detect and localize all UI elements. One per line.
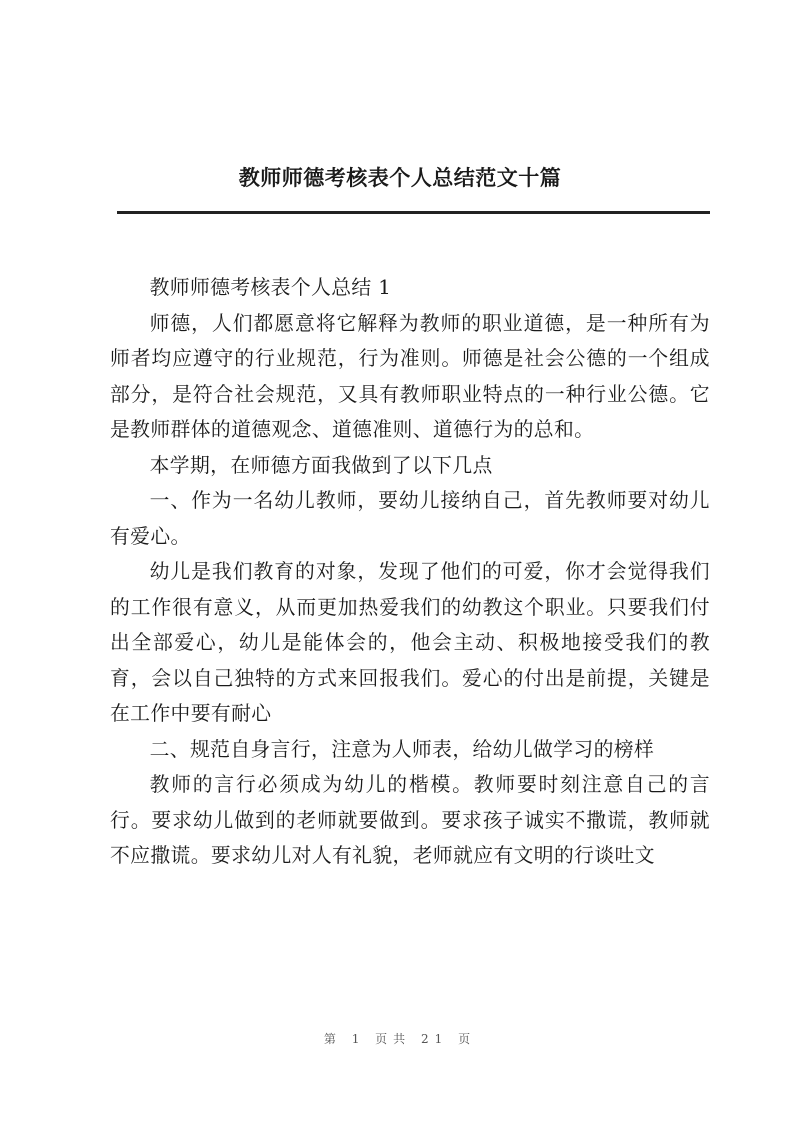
body-paragraph: 二、规范自身言行，注意为人师表，给幼儿做学习的榜样 bbox=[149, 737, 655, 761]
page-number-footer: 第 1 页共 21 页 bbox=[323, 1032, 477, 1046]
document-body bbox=[110, 270, 710, 874]
body-paragraph: 师德，人们都愿意将它解释为教师的职业道德，是一种所有为师者均应遵守的行业规范，行为准则。师德是社会公德的一个组成部分，是符合社会规范，又具有教师职业特点的一种行业公德。它是教师群体的道德观念、道德准则、道德行为的总和。 bbox=[110, 311, 710, 441]
document-title: 教师师德考核表个人总结范文十篇 bbox=[238, 165, 562, 190]
body-paragraph: 本学期，在师德方面我做到了以下几点 bbox=[149, 453, 493, 477]
body-paragraph: 一、作为一名幼儿教师，要幼儿接纳自己，首先教师要对幼儿有爱心。 bbox=[110, 489, 710, 548]
section-heading: 教师师德考核表个人总结 1 bbox=[149, 276, 392, 299]
title-underline-rule bbox=[117, 211, 710, 214]
body-paragraph: 幼儿是我们教育的对象，发现了他们的可爱，你才会觉得我们的工作很有意义，从而更加热爱我们的幼教这个职业。只要我们付出全部爱心，幼儿是能体会的，他会主动、积极地接受我们的教育，会以自己独特的方式来回报我们。爱心的付出是前提，关键是在工作中要有耐心 bbox=[110, 560, 710, 725]
body-paragraph: 教师的言行必须成为幼儿的楷模。教师要时刻注意自己的言行。要求幼儿做到的老师就要做到。要求孩子诚实不撒谎，教师就不应撒谎。要求幼儿对人有礼貌，老师就应有文明的行谈吐文 bbox=[110, 773, 710, 867]
